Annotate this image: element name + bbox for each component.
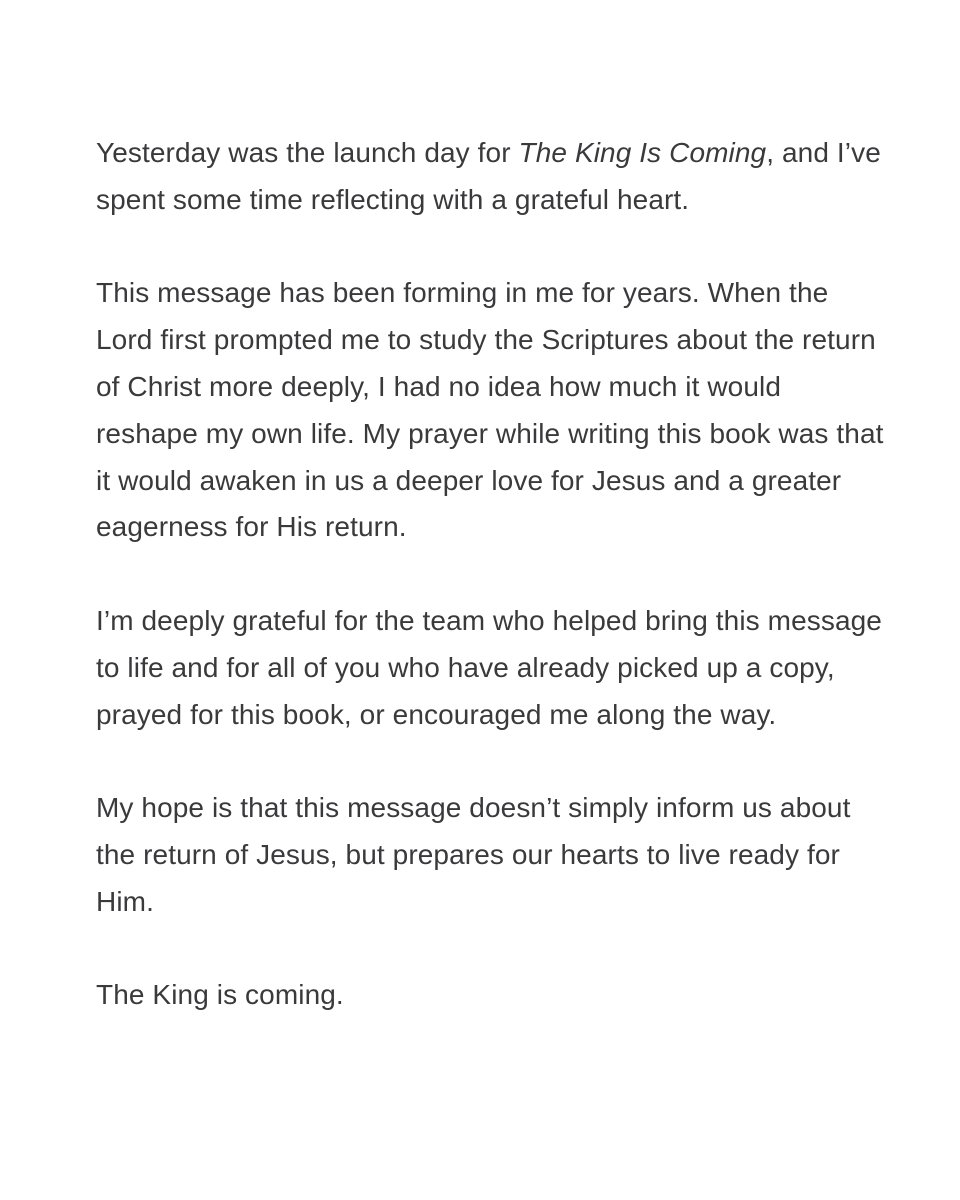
paragraph-launch-day bbox=[96, 130, 886, 224]
book-title: The King Is Coming bbox=[518, 137, 767, 168]
paragraph-message-forming: This message has been forming in me for years. When the Lord first prompted me to study the Scriptures about the return of Christ more deeply, I had no idea how much it would reshape my own life. My prayer while writing this book was that it would awaken in us a deeper love for Jesus and a greater eagerness for His return. bbox=[96, 277, 884, 543]
launch-day-text-end: , and I’ve spent some time reflecting with a grateful heart. bbox=[96, 137, 881, 215]
paragraph-gratitude: I’m deeply grateful for the team who helped bring this message to life and for all of you who have already picked up a copy, prayed for this book, or encouraged me along the way. bbox=[96, 604, 882, 730]
paragraph-hope: My hope is that this message doesn’t simply inform us about the return of Jesus, but prepares our hearts to live ready for Him. bbox=[96, 792, 851, 917]
launch-day-text: Yesterday was the launch day for bbox=[96, 137, 519, 168]
note-body bbox=[96, 130, 886, 1019]
paragraph-closing: The King is coming. bbox=[96, 979, 344, 1011]
